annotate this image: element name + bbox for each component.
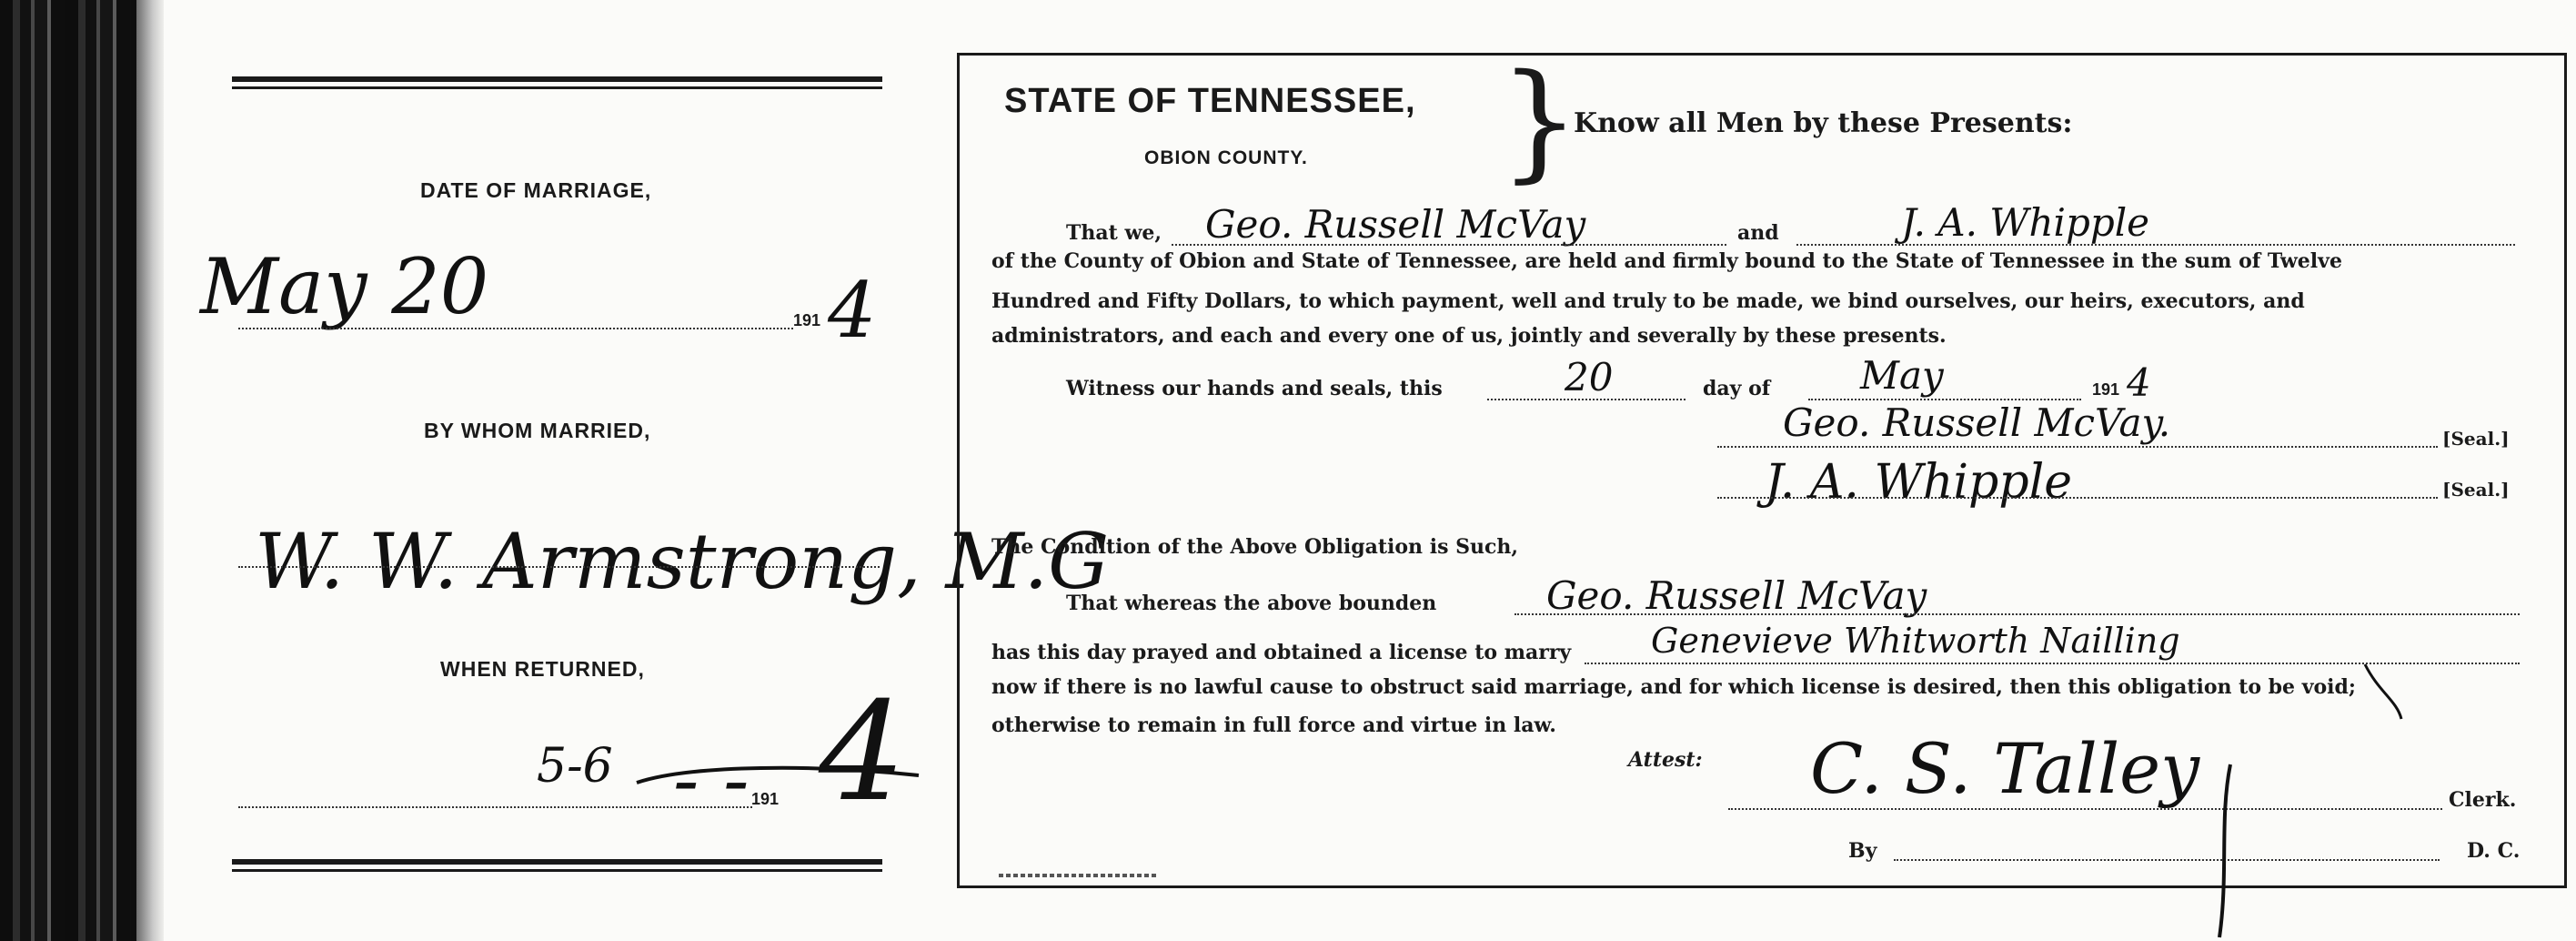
bride-handwritten: Genevieve Whitworth Nailling: [1651, 621, 2180, 661]
bounden-handwritten: Geo. Russell McVay: [1546, 573, 1927, 618]
know-all-men-heading: Know all Men by these Presents:: [1574, 107, 2073, 139]
bond-text-line-1: of the County of Obion and State of Tennessee, are held and firmly bound to the State of Tennessee in the sum of Twelve: [991, 249, 2342, 273]
date-of-marriage-label: DATE OF MARRIAGE,: [420, 178, 652, 202]
surety-signature: J. A. Whipple: [1765, 455, 2073, 510]
officiant-handwritten: W. W. Armstrong, M.G: [255, 517, 1110, 606]
bond-text-line-3: administrators, and each and every one of us, jointly and severally by these presents.: [991, 324, 1947, 348]
year-prefix-1: 191: [793, 311, 821, 329]
principal-signature: Geo. Russell McVay.: [1783, 400, 2171, 445]
returned-dash: - -: [673, 735, 750, 825]
principal-handwritten: Geo. Russell McVay: [1205, 202, 1586, 247]
clerk-signature-tail: [2219, 764, 2230, 937]
marriage-year-digit: 4: [828, 266, 877, 355]
bond-text-otherwise: otherwise to remain in full force and virtue in law.: [991, 713, 1556, 737]
witness-year-prefix: 191: [2092, 380, 2120, 399]
year-prefix-2: 191: [751, 790, 780, 808]
prayed-label: has this day prayed and obtained a license to marry: [991, 641, 1572, 664]
witness-label: Witness our hands and seals, this: [1066, 377, 1443, 400]
that-we-label: That we,: [1066, 221, 1162, 245]
state-heading: STATE OF TENNESSEE,: [1004, 82, 1416, 120]
month-handwritten: May: [1860, 353, 1944, 398]
bond-text-line-2: Hundred and Fifty Dollars, to which payment, well and truly to be made, we bind ourselves, our heirs, executors, and: [991, 289, 2305, 313]
day-of-label: day of: [1703, 377, 1771, 400]
when-returned-label: WHEN RETURNED,: [440, 657, 645, 681]
whereas-label: That whereas the above bounden: [1066, 592, 1437, 615]
dc-label: D. C.: [2467, 839, 2521, 863]
surety-handwritten: J. A. Whipple: [1901, 200, 2150, 245]
marriage-date-handwritten: May 20: [200, 242, 489, 331]
bride-line-flourish: [2365, 664, 2401, 719]
seal-label-1: [Seal.]: [2442, 428, 2510, 450]
heading-brace: }: [1499, 47, 1581, 196]
returned-date-handwritten: 5-6: [537, 739, 613, 794]
clerk-label: Clerk.: [2449, 788, 2517, 812]
attest-label: Attest:: [1628, 748, 1703, 772]
returned-underline-stroke: [637, 768, 919, 783]
seal-label-2: [Seal.]: [2442, 479, 2510, 501]
bond-text-now: now if there is no lawful cause to obstruct said marriage, and for which license is desired, then this obligation to be void;: [991, 675, 2357, 699]
clerk-signature: C. S. Talley: [1810, 728, 2200, 809]
and-label: and: [1737, 221, 1779, 245]
by-whom-married-label: BY WHOM MARRIED,: [424, 419, 651, 442]
by-label: By: [1848, 839, 1877, 863]
day-handwritten: 20: [1565, 355, 1614, 400]
county-heading: OBION COUNTY.: [1144, 147, 1308, 168]
returned-year-digit: 4: [819, 673, 906, 832]
witness-year-digit: 4: [2127, 360, 2151, 405]
condition-heading: The Condition of the Above Obligation is Such,: [991, 535, 1519, 559]
